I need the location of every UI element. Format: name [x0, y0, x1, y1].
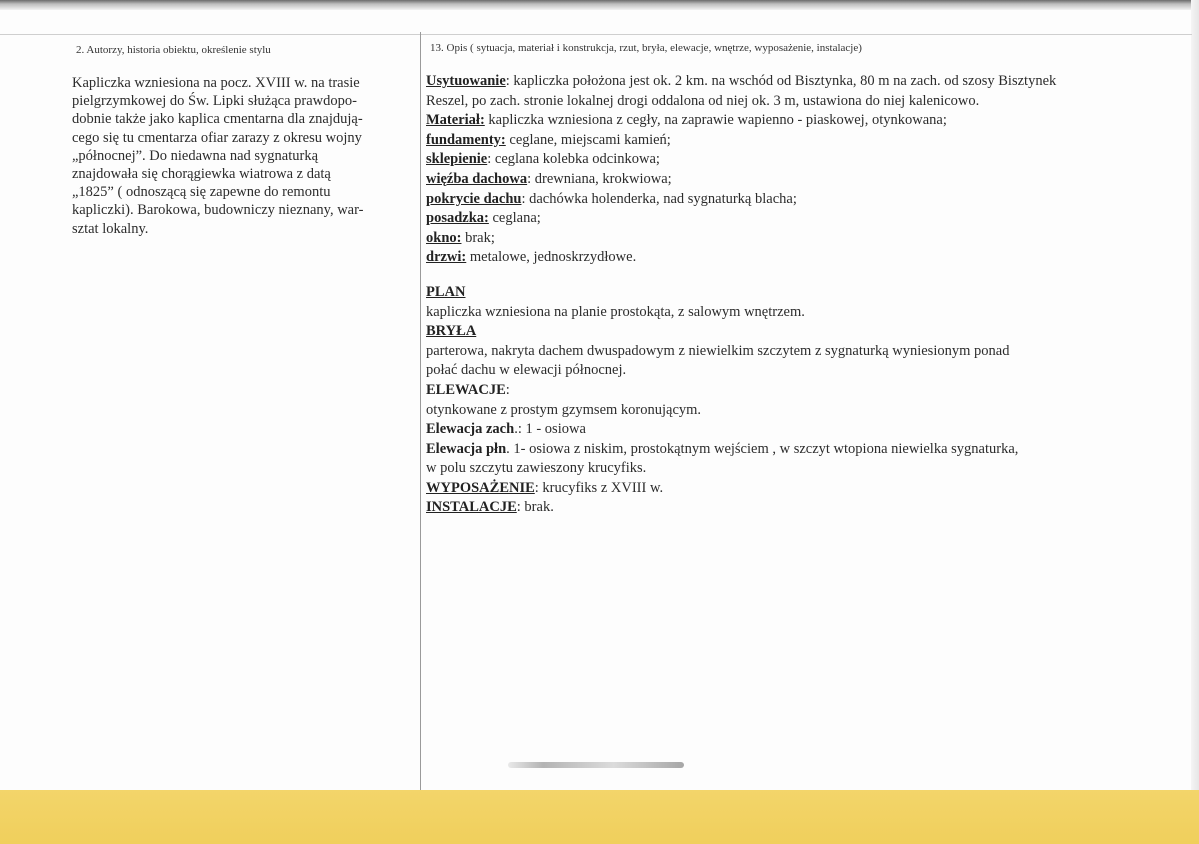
- history-text: [72, 74, 412, 238]
- wiezba-label: więźba dachowa: [426, 170, 528, 187]
- posadzka-value: ceglana;: [488, 210, 541, 227]
- scanner-background-strip: [0, 790, 1199, 844]
- bryla-text: parterowa, nakryta dachem dwuspadowym z niewielkim szczytem z sygnaturką wyniesionym ponad: [426, 342, 1010, 359]
- drzwi-label: drzwi:: [426, 249, 467, 266]
- plan-label: PLAN: [426, 283, 466, 300]
- left-column-header: 2. Autorzy, historia obiektu, określenie stylu: [76, 44, 271, 56]
- fundamenty-label: fundamenty:: [426, 131, 506, 148]
- okno-value: brak;: [461, 229, 495, 246]
- instalacje-line: [426, 498, 1166, 518]
- drzwi-line: [426, 248, 1166, 268]
- elewacje-label: ELEWACJE: [426, 381, 506, 398]
- elewacja-zach-value: .: 1 - osiowa: [514, 421, 586, 438]
- pokrycie-line: [426, 190, 1166, 210]
- elewacje-heading: [426, 381, 1166, 401]
- history-line: Kapliczka wzniesiona na pocz. XVIII w. na trasie: [72, 75, 360, 91]
- history-line: znajdowała się chorągiewka wiatrowa z datą: [72, 166, 331, 183]
- usytuowanie-line: [426, 72, 1166, 92]
- scan-smudge: [508, 762, 684, 768]
- elewacje-text: otynkowane z prostym gzymsem koronującym.: [426, 401, 702, 418]
- elewacja-pln-line-2: w polu szczytu zawieszony krucyfiks.: [426, 460, 647, 477]
- posadzka-label: posadzka:: [426, 210, 489, 227]
- pokrycie-label: pokrycie dachu: [426, 190, 522, 207]
- material-value: kapliczka wzniesiona z cegły, na zaprawie wapienno - piaskowej, otynkowana;: [484, 112, 947, 129]
- wyposazenie-value: : krucyfiks z XVIII w.: [534, 479, 664, 496]
- elewacja-zach-label: Elewacja zach: [426, 421, 515, 438]
- plan-heading: [426, 283, 1166, 303]
- bryla-label: BRYŁA: [426, 323, 477, 340]
- sklepienie-line: [426, 150, 1166, 170]
- instalacje-value: : brak.: [516, 499, 554, 516]
- header-rule: [0, 34, 1192, 35]
- usytuowanie-line-2: Reszel, po zach. stronie lokalnej drogi oddalona od niej ok. 3 m, ustawiona do niej kalenicowo.: [426, 92, 980, 109]
- sklepienie-label: sklepienie: [426, 151, 488, 168]
- scan-right-edge: [1191, 0, 1199, 790]
- bryla-text-2: połać dachu w elewacji północnej.: [426, 362, 627, 379]
- wyposazenie-line: [426, 479, 1166, 499]
- section-gap: [426, 268, 1166, 283]
- history-line: cego się tu cmentarza ofiar zarazy z okresu wojny: [72, 129, 362, 146]
- wyposazenie-label: WYPOSAŻENIE: [426, 479, 535, 496]
- elewacja-pln-value: . 1- osiowa z niskim, prostokątnym wejściem , w szczyt wtopiona niewielka sygnaturka,: [506, 440, 1019, 457]
- wiezba-line: [426, 170, 1166, 190]
- elewacje-colon: :: [505, 381, 510, 398]
- plan-text: kapliczka wzniesiona na planie prostokąta, z salowym wnętrzem.: [426, 303, 805, 320]
- history-line: „północnej”. Do niedawna nad sygnaturką: [72, 147, 319, 164]
- history-line: pielgrzymkowej do Św. Lipki służąca prawdopo-: [72, 93, 357, 110]
- usytuowanie-label: Usytuowanie: [426, 73, 506, 89]
- history-line: sztat lokalny.: [72, 220, 149, 237]
- okno-label: okno:: [426, 229, 462, 246]
- drzwi-value: metalowe, jednoskrzydłowe.: [466, 249, 637, 266]
- material-label: Materiał:: [426, 112, 485, 129]
- column-divider: [420, 32, 421, 790]
- posadzka-line: [426, 209, 1166, 229]
- instalacje-label: INSTALACJE: [426, 499, 517, 516]
- pokrycie-value: : dachówka holenderka, nad sygnaturką blacha;: [521, 190, 797, 207]
- elewacja-pln-label: Elewacja płn: [426, 440, 507, 457]
- sklepienie-value: : ceglana kolebka odcinkowa;: [487, 151, 660, 168]
- okno-line: [426, 229, 1166, 249]
- scan-top-edge: [0, 0, 1199, 10]
- wiezba-value: : drewniana, krokwiowa;: [527, 170, 672, 187]
- fundamenty-value: ceglane, miejscami kamień;: [505, 131, 671, 148]
- history-line: dobnie także jako kaplica cmentarna dla znajdują-: [72, 111, 363, 128]
- fundamenty-line: [426, 131, 1166, 151]
- elewacja-zach-line: [426, 420, 1166, 440]
- description-text: [426, 72, 1166, 518]
- elewacja-pln-line: [426, 440, 1166, 460]
- right-column-header: 13. Opis ( sytuacja, materiał i konstrukcja, rzut, bryła, elewacje, wnętrze, wyposażenie, instalacje): [430, 42, 862, 54]
- bryla-heading: [426, 322, 1166, 342]
- history-line: „1825” ( odnoszącą się zapewne do remontu: [72, 184, 331, 201]
- history-line: kapliczki). Barokowa, budowniczy nieznany, war-: [72, 202, 364, 219]
- usytuowanie-value: : kapliczka położona jest ok. 2 km. na wschód od Bisztynka, 80 m na zach. od szosy Bisztynek: [505, 73, 1057, 89]
- material-line: [426, 111, 1166, 131]
